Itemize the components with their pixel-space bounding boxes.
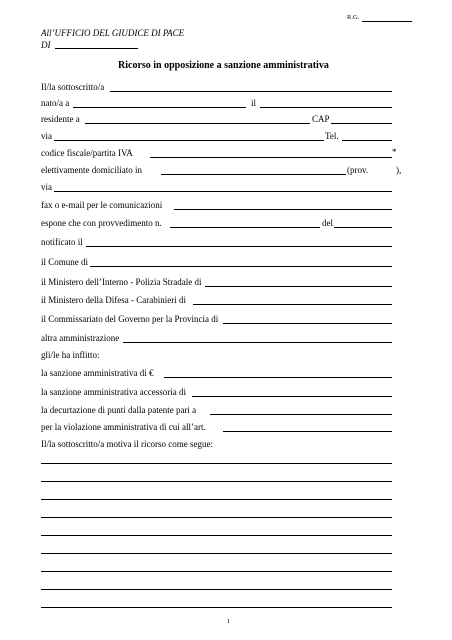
residente-field[interactable] — [85, 123, 310, 124]
codice-fiscale-field[interactable] — [150, 157, 392, 158]
data-nascita-field[interactable] — [260, 107, 392, 108]
motivazione-line[interactable] — [41, 589, 392, 590]
via-label: via — [41, 131, 52, 141]
ministero-difesa-field[interactable] — [193, 304, 392, 305]
motivazione-line[interactable] — [41, 481, 392, 482]
page-number: 1 — [227, 618, 231, 625]
punti-label: la decurtazione di punti dalla patente pari a — [41, 405, 197, 415]
notificato-field[interactable] — [86, 246, 392, 247]
punti-field[interactable] — [210, 414, 392, 415]
motivazione-line[interactable] — [41, 607, 392, 608]
motivazione-line[interactable] — [41, 571, 392, 572]
rg-label: R.G. — [347, 14, 360, 21]
nato-label: nato/a a — [41, 98, 70, 108]
via-field[interactable] — [54, 140, 324, 141]
asterisk-note: * — [392, 147, 397, 157]
ministero-interno-label: il Ministero dell’Interno - Polizia Stradale di — [41, 277, 202, 287]
tel-field[interactable] — [342, 140, 392, 141]
ministero-interno-field[interactable] — [205, 286, 392, 287]
tel-label: Tel. — [325, 131, 339, 141]
provvedimento-number-field[interactable] — [170, 227, 320, 228]
comune-label: il Comune di — [41, 257, 88, 267]
provvedimento-label: espone che con provvedimento n. — [41, 218, 162, 228]
motivazione-line[interactable] — [41, 535, 392, 536]
comune-field[interactable] — [90, 266, 392, 267]
sanzione-accessoria-label: la sanzione amministrativa accessoria di — [41, 387, 186, 397]
notificato-label: notificato il — [41, 237, 83, 247]
ministero-difesa-label: il Ministero della Difesa - Carabinieri di — [41, 295, 186, 305]
sanzione-accessoria-field[interactable] — [192, 396, 392, 397]
motivazione-line[interactable] — [41, 517, 392, 518]
fax-email-field[interactable] — [174, 209, 392, 210]
commissariato-label: il Commissariato del Governo per la Provincia di — [41, 314, 219, 324]
prov-label: (prov. — [347, 165, 369, 175]
prov-close: ), — [396, 165, 402, 175]
cap-field[interactable] — [331, 123, 392, 124]
violazione-field[interactable] — [223, 431, 392, 432]
office-heading: All’UFFICIO DEL GIUDICE DI PACE — [41, 28, 185, 38]
altra-amministrazione-field[interactable] — [123, 342, 392, 343]
il-label: il — [251, 98, 257, 108]
di-label: DI — [41, 40, 51, 50]
commissariato-field[interactable] — [223, 323, 392, 324]
cap-label: CAP — [312, 114, 330, 124]
fax-email-label: fax o e-mail per le comunicazioni — [41, 200, 163, 210]
motivazione-line[interactable] — [41, 553, 392, 554]
via-domicilio-label: via — [41, 182, 52, 192]
del-label: del — [322, 218, 333, 228]
motivazione-line[interactable] — [41, 463, 392, 464]
domicilio-label: elettivamente domiciliato in — [41, 165, 142, 175]
inflitto-label: gli/le ha inflitto: — [41, 350, 100, 360]
sanzione-field[interactable] — [164, 377, 392, 378]
via-domicilio-field[interactable] — [54, 191, 392, 192]
motivazione-line[interactable] — [41, 499, 392, 500]
document-title: Ricorso in opposizione a sanzione amministrativa — [118, 60, 329, 71]
motivazione-label: Il/la sottoscritto/a motiva il ricorso come segue: — [41, 439, 213, 449]
residente-label: residente a — [41, 114, 80, 124]
altra-amministrazione-label: altra amministrazione — [41, 333, 120, 343]
codice-fiscale-label: codice fiscale/partita IVA — [41, 148, 133, 158]
sottoscritto-field[interactable] — [110, 91, 392, 92]
rg-field[interactable] — [362, 21, 412, 22]
domicilio-field[interactable] — [161, 174, 346, 175]
provvedimento-date-field[interactable] — [334, 227, 392, 228]
sanzione-label: la sanzione amministrativa di € — [41, 368, 154, 378]
sottoscritto-label: Il/la sottoscritto/a — [41, 82, 105, 92]
violazione-label: per la violazione amministrativa di cui all’art. — [41, 422, 206, 432]
di-field[interactable] — [55, 48, 138, 49]
nato-field[interactable] — [73, 107, 246, 108]
